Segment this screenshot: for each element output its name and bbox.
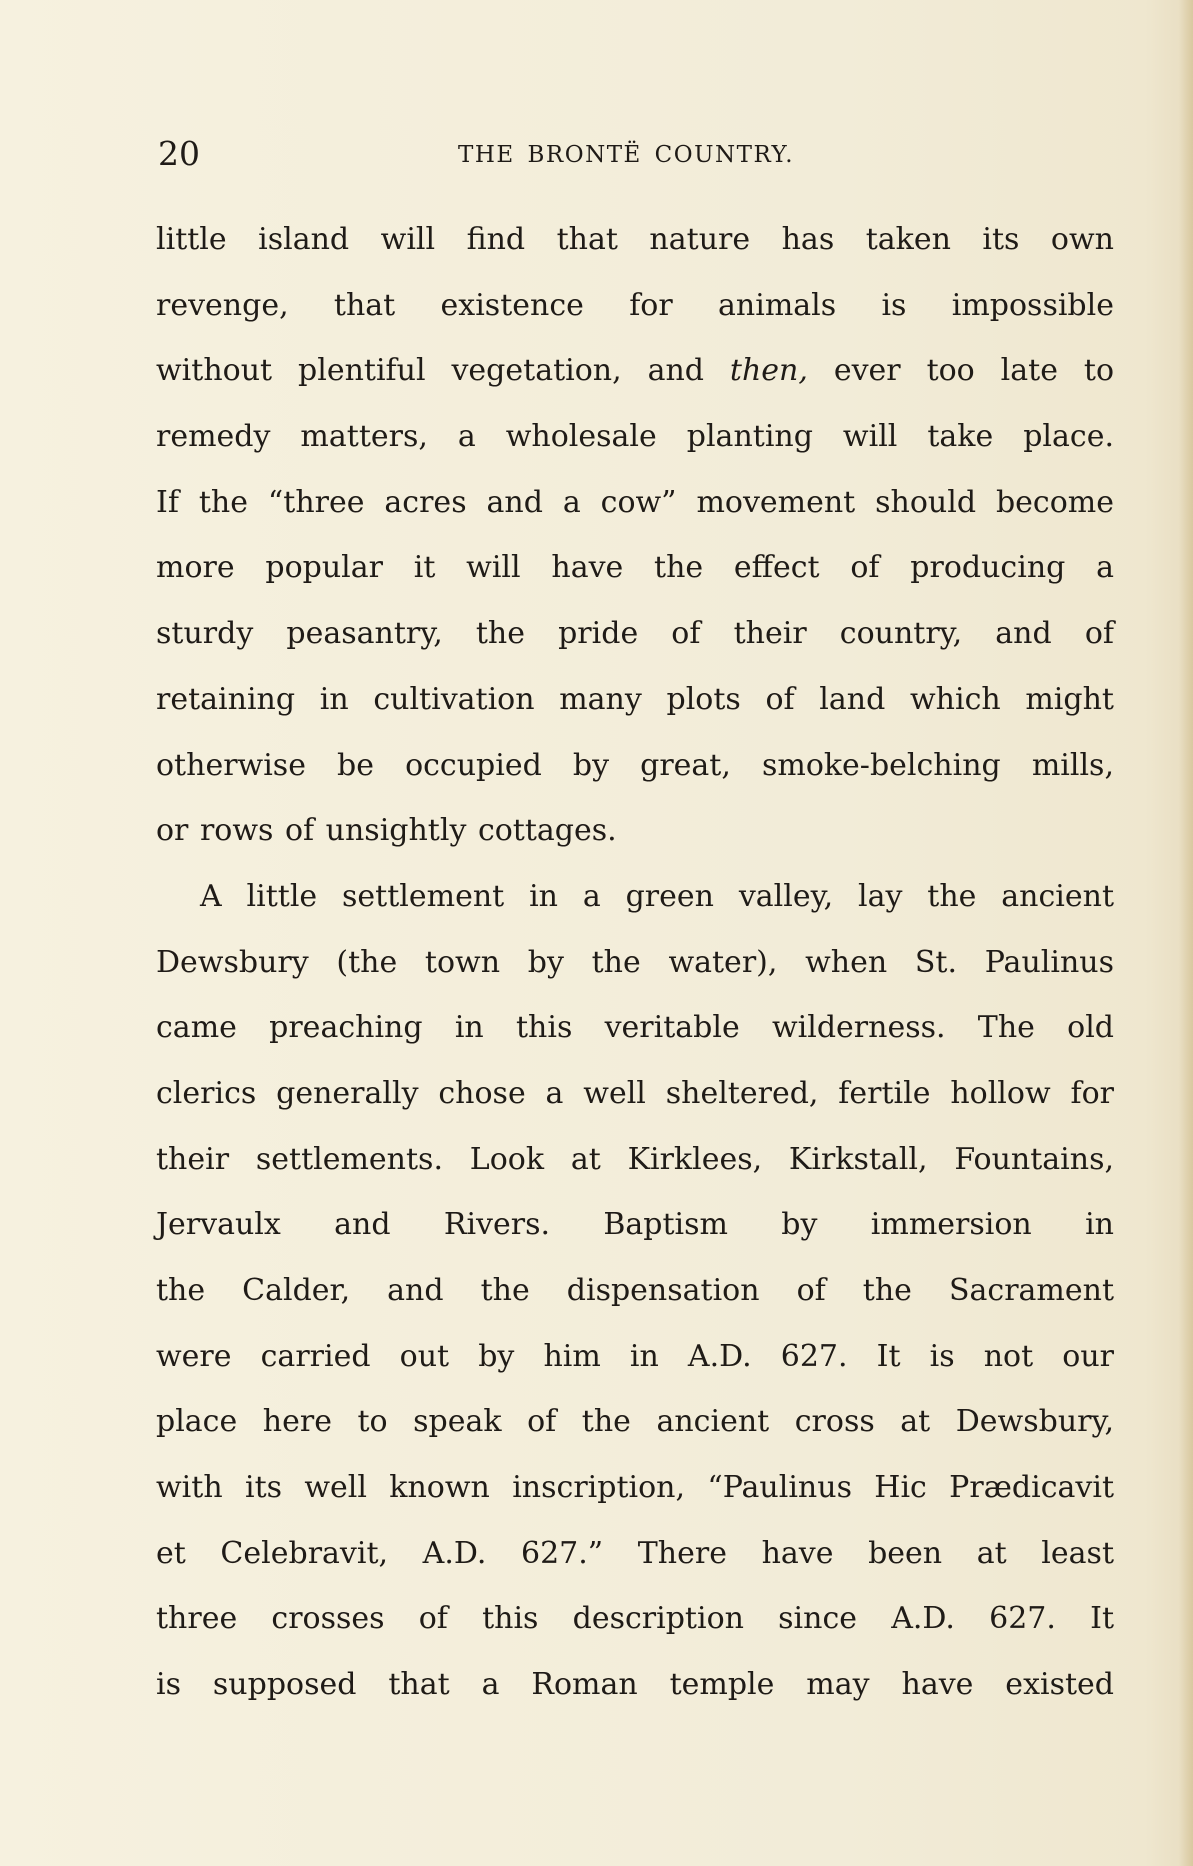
text-line: retaining in cultivation many plots of land which might bbox=[156, 681, 1114, 717]
text-line: or rows of unsightly cottages. bbox=[156, 813, 617, 849]
text-line: were carried out by him in A.D. 627. It is not our bbox=[156, 1338, 1114, 1374]
text-line: three crosses of this description since A.D. 627. It bbox=[156, 1601, 1114, 1637]
running-head bbox=[158, 130, 1120, 180]
text-line: remedy matters, a wholesale planting will take place. bbox=[156, 419, 1114, 455]
page-edge-shadow bbox=[1179, 0, 1193, 1866]
body-text bbox=[156, 207, 1114, 1718]
text-line: more popular it will have the effect of producing a bbox=[156, 550, 1114, 586]
text-line: place here to speak of the ancient cross at Dewsbury, bbox=[156, 1404, 1114, 1440]
text-line: is supposed that a Roman temple may have existed bbox=[156, 1667, 1114, 1703]
text-line bbox=[156, 338, 1114, 404]
text-line: little island will find that nature has taken its own bbox=[156, 222, 1114, 257]
text-line: otherwise be occupied by great, smoke-belching mills, bbox=[156, 747, 1114, 783]
text-line: with its well known inscription, “Paulinus Hic Prædicavit bbox=[156, 1470, 1114, 1506]
running-title: THE BRONTË COUNTRY. bbox=[458, 142, 795, 168]
text-line: the Calder, and the dispensation of the Sacrament bbox=[156, 1273, 1114, 1308]
page-number: 20 bbox=[158, 134, 200, 173]
text-line: A little settlement in a green valley, lay the ancient bbox=[200, 878, 1114, 914]
italic-word: then, bbox=[729, 353, 808, 389]
text-segment: without plentiful vegetation, and bbox=[156, 353, 730, 389]
text-line: their settlements. Look at Kirklees, Kirkstall, Fountains, bbox=[156, 1141, 1114, 1177]
text-line: sturdy peasantry, the pride of their country, and of bbox=[156, 616, 1114, 652]
text-line: If the “three acres and a cow” movement should become bbox=[156, 484, 1114, 520]
text-segment: ever too late to bbox=[807, 353, 1115, 389]
text-line: revenge, that existence for animals is impossible bbox=[156, 287, 1114, 323]
text-line: came preaching in this veritable wilderness. The old bbox=[156, 1010, 1114, 1046]
text-line: Dewsbury (the town by the water), when St. Paulinus bbox=[156, 944, 1114, 980]
text-line: et Celebravit, A.D. 627.” There have been at least bbox=[156, 1535, 1114, 1571]
text-line: Jervaulx and Rivers. Baptism by immersion in bbox=[156, 1207, 1114, 1243]
text-line: clerics generally chose a well sheltered, fertile hollow for bbox=[156, 1075, 1114, 1111]
